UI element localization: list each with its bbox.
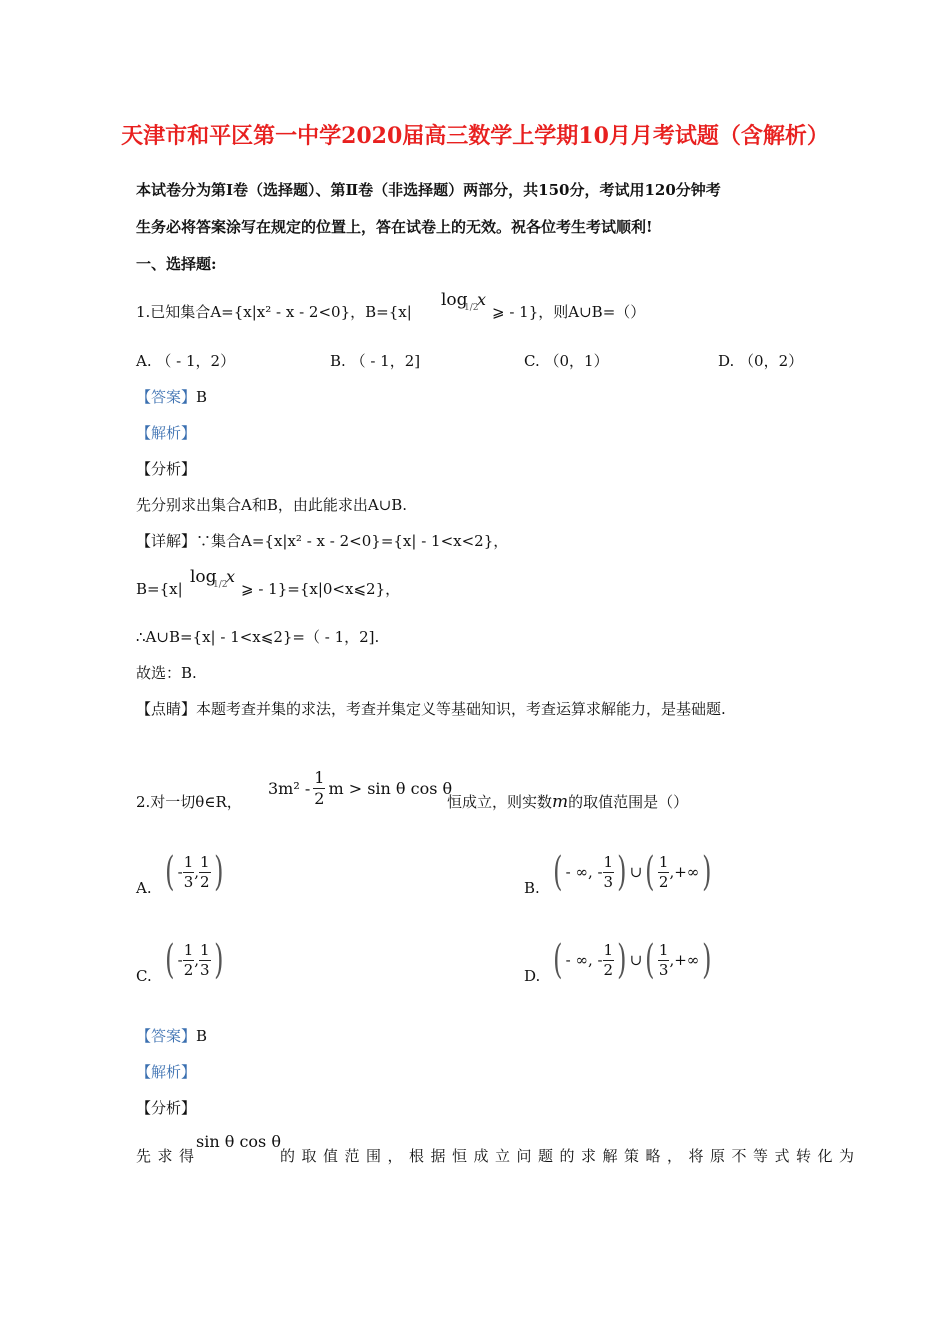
q1-analysis-tag: 【解析】 [136, 424, 197, 442]
q2-a-d2: 2 [200, 872, 210, 891]
q1-option-a [136, 351, 235, 371]
intro-line-2: 生务必将答案涂写在规定的位置上，答在试卷上的无效。祝各位考生考试顺利! [136, 218, 653, 236]
intro-line-1: 本试卷分为第Ⅰ卷（选择题）、第Ⅱ卷（非选择题）两部分，共150分，考试用120分钟考 [136, 181, 721, 199]
q2-option-d-expr: ( - ∞, - $\frac{1}{2}$ ) ∪ ( $\frac{1}{3}$ ,+∞ ) [553, 937, 712, 983]
q1-option-d [718, 351, 803, 371]
q1-detail-3: ∴A∪B={x| - 1<x⩽2}=（ - 1，2]. [136, 628, 380, 646]
q2-frac-den: 2 [314, 789, 325, 808]
q2-b-tail: ,+∞ [669, 863, 700, 881]
q2-b-frac1 [603, 852, 615, 891]
q2-c-d1: 2 [183, 960, 194, 979]
q2-inequality [268, 770, 452, 807]
q2-a-d1: 3 [183, 872, 194, 891]
q1-detail-2-post: ⩾ - 1}={x|0<x⩽2}， [241, 580, 401, 598]
q2-a-frac2 [199, 852, 211, 891]
q2-c-n1: 1 [183, 940, 194, 959]
q1-answer-value: B [196, 388, 208, 406]
q2-c-frac1 [183, 940, 195, 979]
q1-set-b-post [492, 302, 645, 322]
q2-d-cup: ∪ [629, 951, 643, 969]
q2-d-tail: ,+∞ [669, 951, 700, 969]
q1-option-b [330, 351, 420, 371]
q1-log-base-text: 1/2 [464, 303, 479, 313]
q2-c-p1: - [177, 951, 183, 969]
q2-option-a-expr: ( - $\frac{1}{3}$ , $\frac{1}{2}$ ) [165, 849, 224, 895]
q1-detail-2-pre: B={x| [136, 580, 183, 598]
q2-frac-num: 1 [314, 768, 325, 787]
q2-d-p1: - ∞, - [565, 951, 603, 969]
q1-detail-log: log [190, 567, 217, 587]
q2-suffix-a: 恒成立，则实数 [447, 793, 553, 811]
q1-detail-1-text: ∵集合A={x|x² - x - 2<0}={x| - 1<x<2}， [196, 532, 509, 550]
q2-last-post: 的取值范围，根据恒成立问题的求解策略，将原不等式转化为 [280, 1147, 861, 1165]
q1-detail-tag: 【详解】 [136, 532, 197, 550]
q2-b-cup: ∪ [629, 863, 643, 881]
q1-log-arg: x [477, 290, 487, 309]
q2-last-pre: 先求得 [136, 1147, 201, 1165]
q2-answer [136, 1026, 207, 1046]
q2-fraction [313, 770, 325, 807]
q2-prefix: 2.对一切θ∈R， [136, 793, 242, 811]
q2-d-frac1 [603, 940, 615, 979]
q1-set-b-pre: B={x| [365, 303, 412, 321]
q2-c-n2: 1 [200, 940, 210, 959]
q2-expr-left: 3m² - [268, 779, 311, 798]
q2-fenxi-tag: 【分析】 [136, 1099, 197, 1117]
q2-a-frac1 [183, 852, 195, 891]
q1-comment-tag: 【点睛】 [136, 700, 197, 718]
q1-option-a-label: A. [136, 352, 152, 370]
q2-option-b-expr: ( - ∞, - $\frac{1}{3}$ ) ∪ ( $\frac{1}{2}$ ,+∞ ) [553, 849, 712, 895]
q2-analysis-tag: 【解析】 [136, 1063, 197, 1081]
q1-option-a-text: （ - 1，2） [156, 352, 236, 370]
q1-detail-1 [136, 531, 508, 551]
q1-fenxi: 先分别求出集合A和B，由此能求出A∪B. [136, 496, 408, 514]
q2-a-p1: - [177, 863, 183, 881]
q1-log: log [441, 290, 468, 310]
q2-d-d2: 3 [658, 960, 669, 979]
q2-var: m [552, 792, 569, 812]
q2-option-c-label: C. [136, 967, 152, 985]
q2-option-b-label: B. [524, 879, 540, 897]
q2-b-n1: 1 [603, 852, 614, 871]
q2-last-expr: sin θ cos θ [196, 1132, 281, 1151]
q1-option-c [524, 351, 609, 371]
q1-option-d-text: （0，2） [739, 352, 804, 370]
q2-c-sep: , [194, 951, 200, 969]
q2-d-frac2 [658, 940, 670, 979]
q1-comment [136, 699, 726, 719]
q1-ask: A∪B=（） [568, 303, 646, 321]
q2-b-frac2 [658, 852, 670, 891]
q1-prefix: 1.已知集合 [136, 303, 211, 321]
q2-answer-value: B [196, 1027, 208, 1045]
q1-answer [136, 387, 207, 407]
q2-b-d1: 3 [603, 872, 614, 891]
q2-c-frac2 [199, 940, 211, 979]
q1-set-a: A={x|x² - x - 2<0}， [210, 303, 366, 321]
question-1-stem [136, 302, 412, 322]
q1-answer-tag: 【答案】 [136, 388, 197, 406]
q2-a-n1: 1 [183, 852, 194, 871]
q1-set-b-post-text: ⩾ - 1}，则 [492, 303, 569, 321]
q2-option-d-label: D. [524, 967, 541, 985]
q1-option-c-label: C. [524, 352, 540, 370]
section-heading: 一、选择题: [136, 255, 217, 273]
q2-d-n1: 1 [603, 940, 614, 959]
q1-option-b-label: B. [330, 352, 346, 370]
q1-choose: 故选：B. [136, 664, 197, 682]
q2-option-a-label: A. [136, 879, 152, 897]
q2-suffix-b: 的取值范围是（） [568, 793, 689, 811]
q2-d-n2: 1 [658, 940, 669, 959]
q2-option-c-expr: ( - $\frac{1}{2}$ , $\frac{1}{3}$ ) [165, 937, 224, 983]
q2-d-d1: 2 [603, 960, 614, 979]
q1-detail-log-arg: x [226, 567, 236, 586]
q2-b-n2: 1 [658, 852, 669, 871]
q2-a-n2: 1 [200, 852, 210, 871]
q2-expr-right: m > sin θ cos θ [328, 779, 453, 798]
q1-fenxi-tag: 【分析】 [136, 460, 197, 478]
q2-a-sep: , [194, 863, 200, 881]
q1-option-d-label: D. [718, 352, 735, 370]
q1-detail-log-base: 1/2 [213, 580, 228, 590]
q2-b-p1: - ∞, - [565, 863, 603, 881]
q2-b-d2: 2 [658, 872, 669, 891]
q2-suffix [447, 792, 688, 812]
q1-option-b-text: （ - 1，2] [350, 352, 421, 370]
q1-option-c-text: （0，1） [544, 352, 609, 370]
q2-c-d2: 3 [200, 960, 210, 979]
page-title: 天津市和平区第一中学2020届高三数学上学期10月月考试题（含解析） [121, 123, 829, 149]
q2-answer-tag: 【答案】 [136, 1027, 197, 1045]
q1-comment-text: 本题考查并集的求法，考查并集定义等基础知识，考查运算求解能力，是基础题. [196, 700, 726, 718]
